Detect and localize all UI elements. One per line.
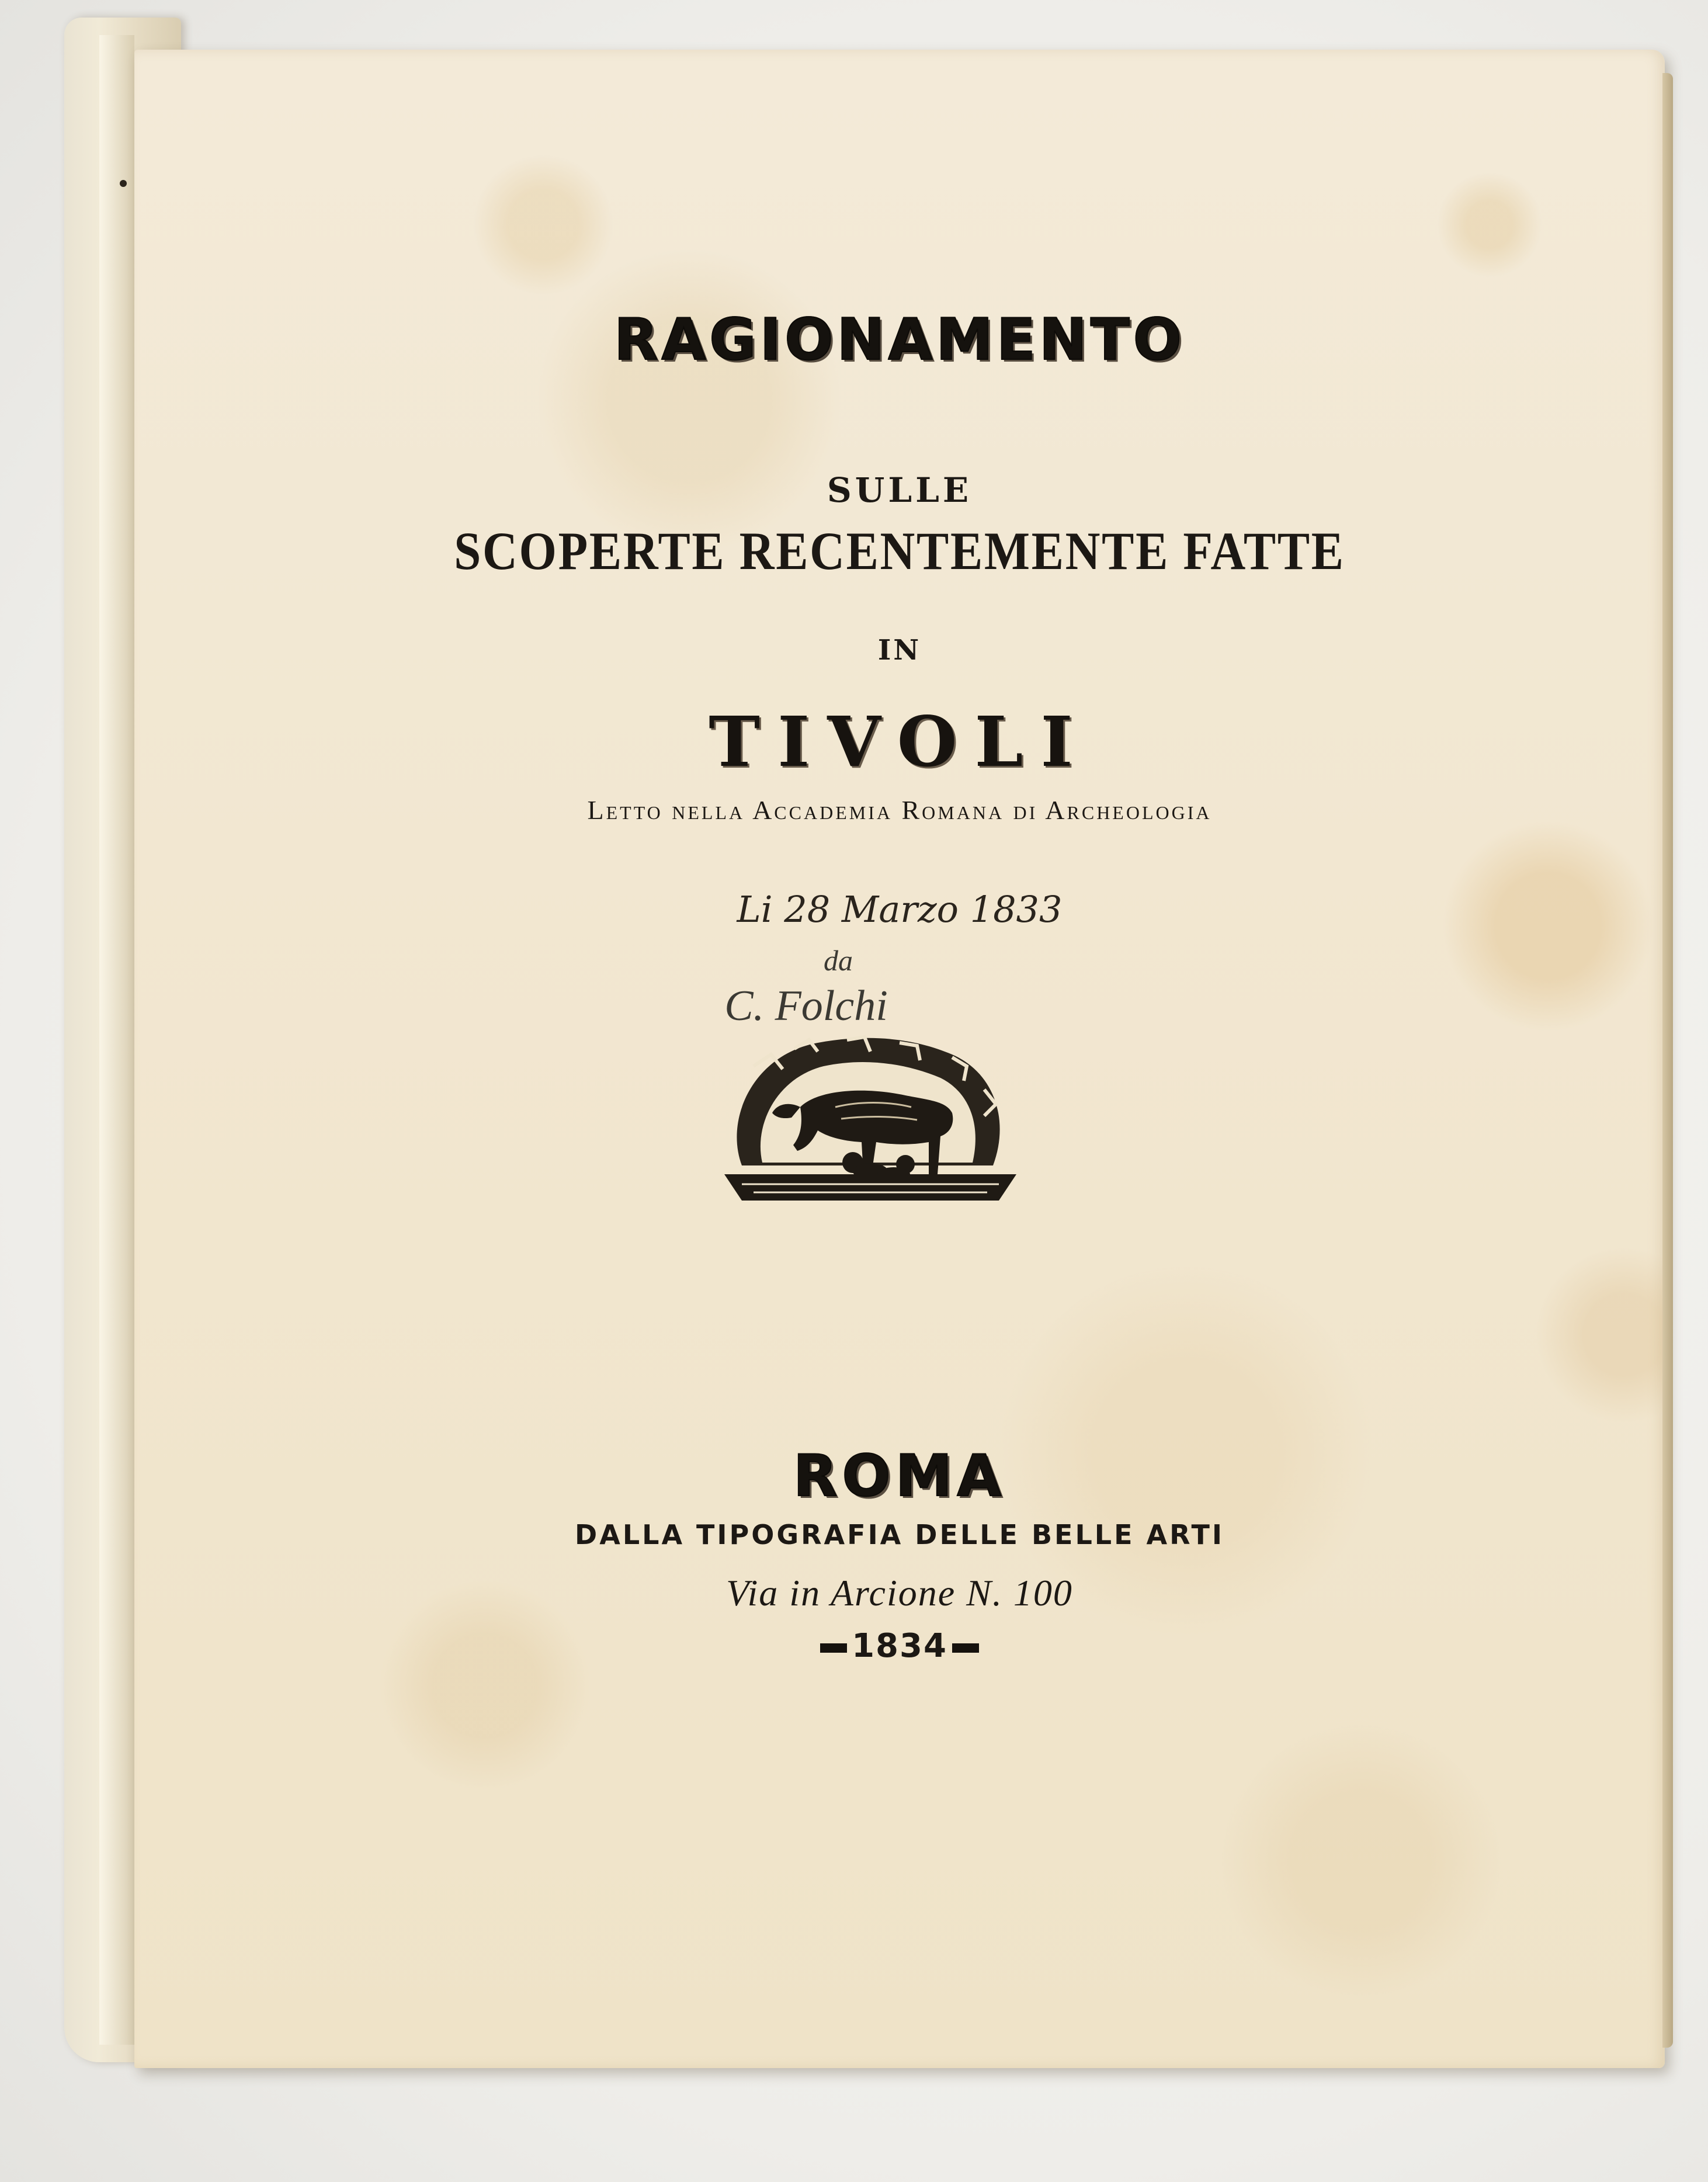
imprint-city: ROMA bbox=[793, 1443, 1006, 1510]
ornament-dash bbox=[952, 1643, 979, 1653]
handwritten-author: C. Folchi bbox=[724, 982, 888, 1030]
place-name: TIVOLI bbox=[709, 701, 1091, 782]
handwritten-author-prefix: da bbox=[824, 944, 853, 977]
subtitle-scoperte: SCOPERTE RECENTEMENTE FATTE bbox=[454, 521, 1345, 581]
subtitle-in: IN bbox=[877, 634, 922, 667]
reading-note: Letto nella Accademia Romana di Archeologia bbox=[587, 795, 1212, 825]
imprint-printer: DALLA TIPOGRAFIA DELLE BELLE ARTI bbox=[575, 1519, 1224, 1550]
she-wolf-vignette-icon bbox=[718, 1031, 1022, 1218]
title-page bbox=[134, 50, 1665, 2068]
ornament-dash bbox=[820, 1643, 847, 1653]
ink-spot bbox=[120, 180, 127, 187]
subtitle-sulle: SULLE bbox=[827, 470, 973, 510]
main-title: RAGIONAMENTO bbox=[613, 307, 1186, 373]
imprint-year-line bbox=[134, 1627, 1665, 1665]
imprint-address: Via in Arcione N. 100 bbox=[726, 1572, 1073, 1614]
spine-fold bbox=[99, 35, 134, 2045]
handwritten-date: Li 28 Marzo 1833 bbox=[737, 888, 1063, 931]
imprint-year: 1834 bbox=[852, 1627, 947, 1665]
